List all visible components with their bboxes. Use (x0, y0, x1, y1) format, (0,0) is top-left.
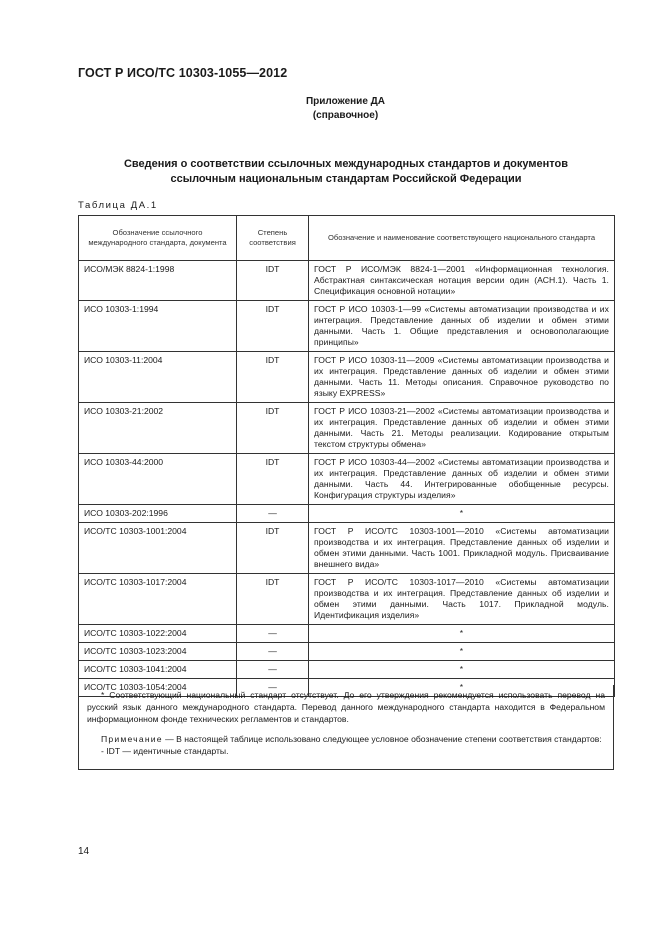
cell-national-standard: ГОСТ Р ИСО/ТС 10303-1001—2010 «Системы автоматизации производства и их интеграция. Представление данных об изделии и обмен этими данными. Часть 1001. Прикладной модуль. Присваивание внешнего вида» (309, 523, 615, 574)
header-international-designation: Обозначение ссылочного международного стандарта, документа (79, 216, 237, 261)
table-row (79, 454, 615, 505)
cell-national-standard: * (309, 679, 615, 697)
document-code: ГОСТ Р ИСО/ТС 10303-1055—2012 (78, 66, 288, 80)
cell-national-standard: * (309, 625, 615, 643)
cell-international-designation: ИСО/ТС 10303-1054:2004 (79, 679, 237, 697)
cell-national-standard: ГОСТ Р ИСО 10303-44—2002 «Системы автоматизации производства и их интеграция. Представление данных об изделии и обмен этими данными. Часть 44. Интегрированные обобщенные ресурсы. Конфигурация структуры изделия» (309, 454, 615, 505)
table-row (79, 261, 615, 301)
cell-national-standard: * (309, 661, 615, 679)
cell-international-designation: ИСО/ТС 10303-1041:2004 (79, 661, 237, 679)
cell-national-standard: ГОСТ Р ИСО/МЭК 8824-1—2001 «Информационная технология. Абстрактная синтаксическая нотация версии один (АСН.1). Часть 1. Спецификация основной нотации» (309, 261, 615, 301)
cell-international-designation: ИСО/ТС 10303-1023:2004 (79, 643, 237, 661)
note-label: Примечание (101, 734, 163, 744)
cell-degree: IDT (237, 352, 309, 403)
cell-international-designation: ИСО 10303-202:1996 (79, 505, 237, 523)
cell-degree: IDT (237, 403, 309, 454)
cell-degree: IDT (237, 301, 309, 352)
section-title (78, 157, 614, 187)
table-body (79, 261, 615, 697)
table-row (79, 505, 615, 523)
cell-national-standard: ГОСТ Р ИСО 10303-11—2009 «Системы автоматизации производства и их интеграция. Представление данных об изделии и обмен этими данными. Часть 11. Методы описания. Справочное руководство по языку EXPRESS» (309, 352, 615, 403)
cell-degree: IDT (237, 574, 309, 625)
table-row (79, 643, 615, 661)
cell-international-designation: ИСО 10303-11:2004 (79, 352, 237, 403)
cell-international-designation: ИСО/ТС 10303-1022:2004 (79, 625, 237, 643)
header-degree: Степень соответствия (237, 216, 309, 261)
cell-degree: — (237, 505, 309, 523)
table-row (79, 403, 615, 454)
table-label: Таблица ДА.1 (78, 200, 158, 211)
cell-national-standard: ГОСТ Р ИСО 10303-21—2002 «Системы автоматизации производства и их интеграция. Представление данных об изделии и обмен этими данными. Часть 21. Методы реализации. Кодирование открытым текстом структуры обмена» (309, 403, 615, 454)
cell-national-standard: * (309, 505, 615, 523)
table-row (79, 523, 615, 574)
table-header-row (79, 216, 615, 261)
cell-international-designation: ИСО/ТС 10303-1001:2004 (79, 523, 237, 574)
cell-degree: — (237, 643, 309, 661)
note (87, 733, 605, 745)
cell-national-standard: ГОСТ Р ИСО 10303-1—99 «Системы автоматизации производства и их интеграция. Представление данных об изделии и обмен этими данными. Часть 1. Общие представления и основополагающие принципы» (309, 301, 615, 352)
appendix-heading (0, 95, 661, 123)
table-row (79, 352, 615, 403)
cell-degree: — (237, 661, 309, 679)
cell-international-designation: ИСО 10303-21:2002 (79, 403, 237, 454)
section-title-line-2: ссылочным национальным стандартам Российской Федерации (170, 173, 522, 185)
table-row (79, 301, 615, 352)
page-number: 14 (78, 846, 90, 857)
note-text: — В настоящей таблице использовано следующее условное обозначение степени соответствия стандартов: (162, 734, 602, 744)
header-national-standard: Обозначение и наименование соответствующего национального стандарта (309, 216, 615, 261)
cell-degree: IDT (237, 261, 309, 301)
table-row (79, 574, 615, 625)
cell-degree: — (237, 625, 309, 643)
cell-national-standard: ГОСТ Р ИСО/ТС 10303-1017—2010 «Системы автоматизации производства и их интеграция. Представление данных об изделии и обмен этими данными. Часть 1017. Прикладной модуль. Идентификация изделия» (309, 574, 615, 625)
cell-international-designation: ИСО/ТС 10303-1017:2004 (79, 574, 237, 625)
cell-international-designation: ИСО 10303-1:1994 (79, 301, 237, 352)
cell-degree: — (237, 679, 309, 697)
section-title-line-1: Сведения о соответствии ссылочных международных стандартов и документов (123, 158, 569, 170)
cell-national-standard: * (309, 643, 615, 661)
cell-international-designation: ИСО/МЭК 8824-1:1998 (79, 261, 237, 301)
table-row (79, 661, 615, 679)
footnote: * Соответствующий национальный стандарт отсутствует. До его утверждения рекомендуется использовать перевод на русский язык данного международного стандарта. Перевод данного международного стандарта находится в Федеральном информационном фонде технических регламентов и стандартов. (87, 690, 605, 724)
table-row (79, 625, 615, 643)
cell-degree: IDT (237, 454, 309, 505)
table-notes (78, 685, 614, 770)
appendix-subtitle: (справочное) (312, 110, 379, 121)
cell-degree: IDT (237, 523, 309, 574)
correspondence-table (78, 215, 615, 697)
cell-international-designation: ИСО 10303-44:2000 (79, 454, 237, 505)
note-item: - IDT — идентичные стандарты. (101, 746, 229, 756)
appendix-title: Приложение ДА (305, 96, 386, 107)
